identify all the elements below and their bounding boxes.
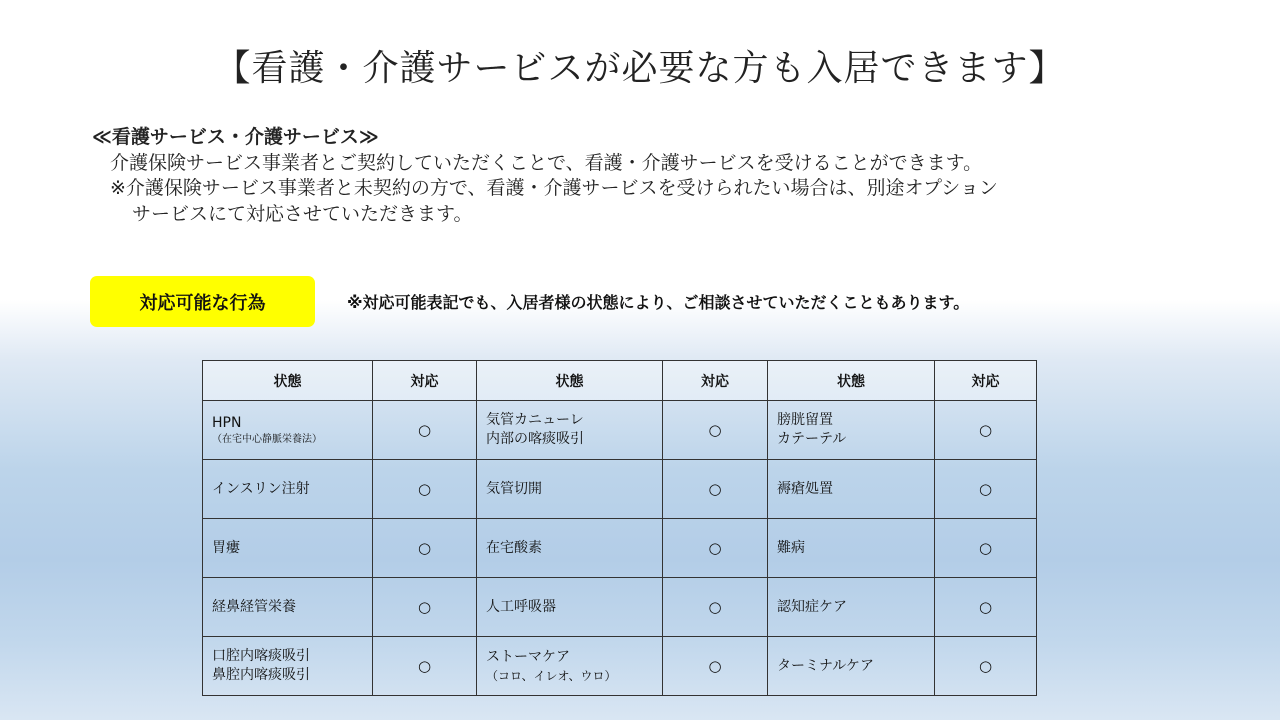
support-mark: ○: [663, 578, 768, 637]
support-mark: ○: [935, 401, 1037, 460]
column-header-condition: 状態: [477, 361, 663, 401]
condition-cell: 褥瘡処置: [768, 460, 935, 519]
table-row: [203, 578, 1037, 637]
condition-label: ストーマケア: [486, 648, 570, 665]
support-mark: ○: [373, 519, 477, 578]
condition-cell: [203, 401, 373, 460]
condition-cell: 人工呼吸器: [477, 578, 663, 637]
condition-cell: [477, 637, 663, 696]
description-line-1: 介護保険サービス事業者とご契約していただくことで、看護・介護サービスを受けることができます。: [110, 151, 983, 174]
condition-cell: 気管切開: [477, 460, 663, 519]
column-header-condition: 状態: [768, 361, 935, 401]
support-mark: ○: [935, 519, 1037, 578]
condition-cell: 在宅酸素: [477, 519, 663, 578]
support-mark: ○: [935, 637, 1037, 696]
table-row: [203, 401, 1037, 460]
condition-sublabel: （コロ、イレオ、ウロ）: [486, 668, 617, 683]
condition-label: 気管カニューレ: [486, 412, 584, 428]
column-header-support: 対応: [935, 361, 1037, 401]
condition-cell: インスリン注射: [203, 460, 373, 519]
condition-label: 口腔内喀痰吸引: [212, 648, 310, 664]
condition-cell: [203, 637, 373, 696]
support-mark: ○: [373, 460, 477, 519]
table-row: [203, 519, 1037, 578]
support-mark: ○: [373, 578, 477, 637]
condition-label: 内部の喀痰吸引: [486, 431, 584, 447]
condition-label: 鼻腔内喀痰吸引: [212, 667, 310, 683]
condition-cell: 難病: [768, 519, 935, 578]
description-line-2: ※介護保険サービス事業者と未契約の方で、看護・介護サービスを受けられたい場合は、別途オプション: [110, 177, 998, 199]
table-header-row: [203, 361, 1037, 401]
consultation-note: ※対応可能表記でも、入居者様の状態により、ご相談させていただくこともあります。: [347, 293, 970, 312]
support-mark: ○: [663, 401, 768, 460]
table-row: [203, 637, 1037, 696]
service-description: [92, 125, 998, 227]
column-header-support: 対応: [373, 361, 477, 401]
condition-cell: 認知症ケア: [768, 578, 935, 637]
condition-label: カテーテル: [777, 431, 847, 447]
support-mark: ○: [935, 460, 1037, 519]
support-mark: ○: [373, 637, 477, 696]
care-support-table: [202, 360, 1037, 696]
column-header-support: 対応: [663, 361, 768, 401]
table-row: [203, 460, 1037, 519]
column-header-condition: 状態: [203, 361, 373, 401]
support-mark: ○: [663, 460, 768, 519]
condition-label: HPN: [212, 414, 242, 431]
section-heading: ≪看護サービス・介護サービス≫: [92, 126, 379, 148]
condition-label: 膀胱留置: [777, 412, 833, 428]
supported-actions-badge: 対応可能な行為: [90, 276, 315, 327]
support-mark: ○: [373, 401, 477, 460]
support-mark: ○: [663, 519, 768, 578]
condition-cell: [768, 401, 935, 460]
condition-cell: 胃瘻: [203, 519, 373, 578]
description-line-3: サービスにて対応させていただきます。: [132, 202, 473, 225]
support-mark: ○: [935, 578, 1037, 637]
condition-cell: 経鼻経管栄養: [203, 578, 373, 637]
page-title: 【看護・介護サービスが必要な方も入居できます】: [214, 48, 1066, 89]
support-mark: ○: [663, 637, 768, 696]
condition-sublabel: （在宅中心静脈栄養法）: [212, 433, 322, 445]
condition-cell: [477, 401, 663, 460]
condition-cell: ターミナルケア: [768, 637, 935, 696]
